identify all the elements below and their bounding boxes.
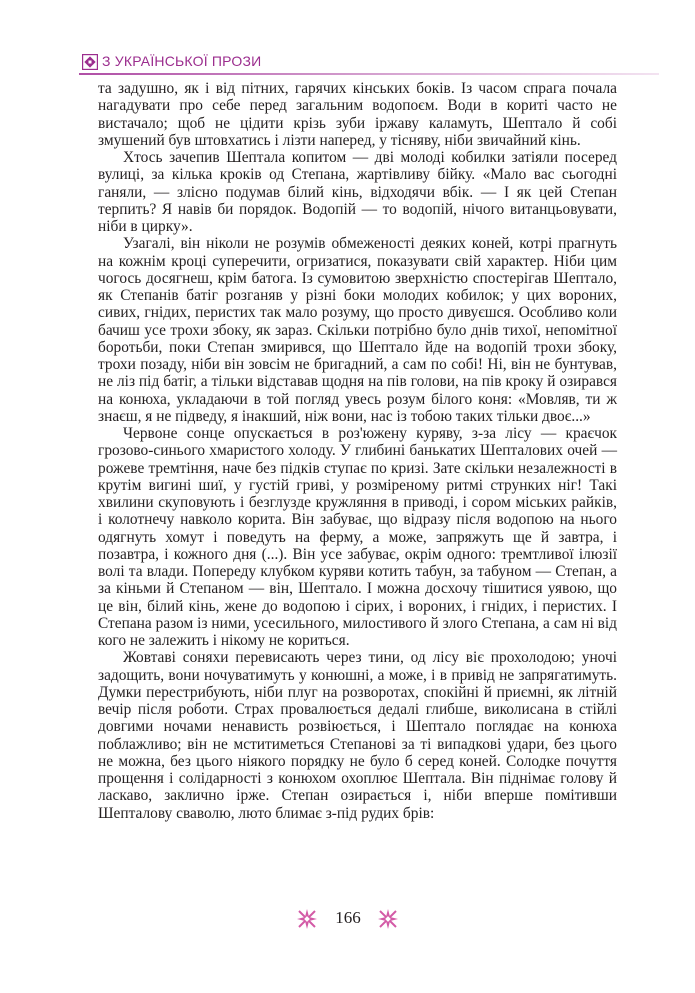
ornament-square-icon: [82, 54, 98, 70]
page-number: 166: [335, 908, 361, 927]
paragraph-2: Хтось зачепив Шептала копитом — дві молоді кобилки затіяли посеред вулиці, за кілька кроків од Степана, жартівливу бійку. «Мало вас сьогодні ганяли, — злісно подумав білий кінь, відходячи вбік. — І як цей Степан терпить? Я навів би порядок. Водопій — то водопій, нічого витанцьовувати, ніби в цирку».: [98, 149, 617, 235]
page-footer: [0, 907, 695, 931]
header-rule: [79, 73, 659, 75]
paragraph-4: Червоне сонце опускається в роз'южену куряву, з-за лісу — краєчок грозово-синього хмаристого холоду. У глибині банькатих Шепталових очей — рожеве тремтіння, наче без підків ступає по кризі. Зате скільки незалежності в крутім вигині шиї, у густій гриві, у розміреному ритмі струнких ніг! Такі хвилини скуповують і безглузде кружляння в приводі, і сором міських райків, і колотнечу навколо корита. Він забуває, що відразу після водопою на нього одягнуть хомут і поведуть на ферму, а може, запряжуть ще й завтра, і позавтра, і кожного дня (...). Він усе забуває, окрім одного: тремтливої ілюзії волі та влади. Попереду клубком куряви котить табун, за табуном — Степан, а за кіньми й Степаном — він, Шептало. І можна досхочу тішитися уявою, що це він, білий кінь, жене до водопою і сірих, і вороних, і гнідих, і перистих. І Степана разом із ними, усесильного, милостивого й злого Степана, а сам ні від кого не залежить і нікому не кориться.: [98, 425, 617, 649]
floral-ornament-icon: [297, 909, 317, 929]
running-header: [79, 52, 659, 76]
paragraph-5: Жовтаві соняхи перевисають через тини, од лісу віє прохолодою; уночі задощить, вони ночуватимуть у конюшні, а може, і в привід не запрягатимуть. Думки перестрибують, ніби плуг на розворотах, спокійні й приємні, як літній вечір після роботи. Страх провалюється дедалі глибше, виколисана в стійлі довгими ночами ненависть розвіюється, і Шептало поглядає на конюха поблажливо; він не мститиметься Степанові за ті випадкові удари, без цього не можна, без цього ніякого порядку не було б серед коней. Солодке почуття прощення і солідарності з конюхом охоплює Шептала. Він піднімає голову й ласкаво, заклично ірже. Степан озирається і, ніби вперше помітивши Шепталову сваволю, люто блимає з-під рудих брів:: [98, 649, 617, 822]
body-text: [98, 80, 617, 822]
section-title: З УКРАЇНСЬКОЇ ПРОЗИ: [102, 53, 262, 69]
paragraph-3: Узагалі, він ніколи не розумів обмеженості деяких коней, котрі прагнуть на кожнім кроці суперечити, огризатися, показувати свій характер. Ніби цим чогось досягнеш, крім батога. Із сумовитою зверхністю спостерігав Шептало, як Степанів батіг розганяв у різні боки молодих кобилок; у цих вороних, сивих, гнідих, перистих так мало розуму, що просто дивуєшся. Особливо коли бачиш усе трохи збоку, як зараз. Скільки потрібно було днів тихої, непомітної боротьби, поки Степан змирився, що Шептало йде на водопій трохи збоку, трохи позаду, ніби він зовсім не бригадний, а сам по собі! Ні, він не бунтував, не ліз під батіг, а тільки відставав щодня на пів голови, на пів кроку й озирався на конюха, укладаючи в той погляд увесь розум білого коня: «Мовляв, ти ж знаєш, я не підведу, я інакший, ніж вони, нас із тобою таких тільки двоє...»: [98, 235, 617, 425]
floral-ornament-icon: [378, 909, 398, 929]
paragraph-1: та задушно, як і від пітних, гарячих кінських боків. Із часом спрага почала нагадувати про себе перед загальним водопоєм. Води в кориті часто не вистачало; щоб не цідити крізь зуби іржаву каламуть, Шептало й собі змушений був штовхатись і лізти наперед, у тісняву, ніби звичайний кінь.: [98, 80, 617, 149]
